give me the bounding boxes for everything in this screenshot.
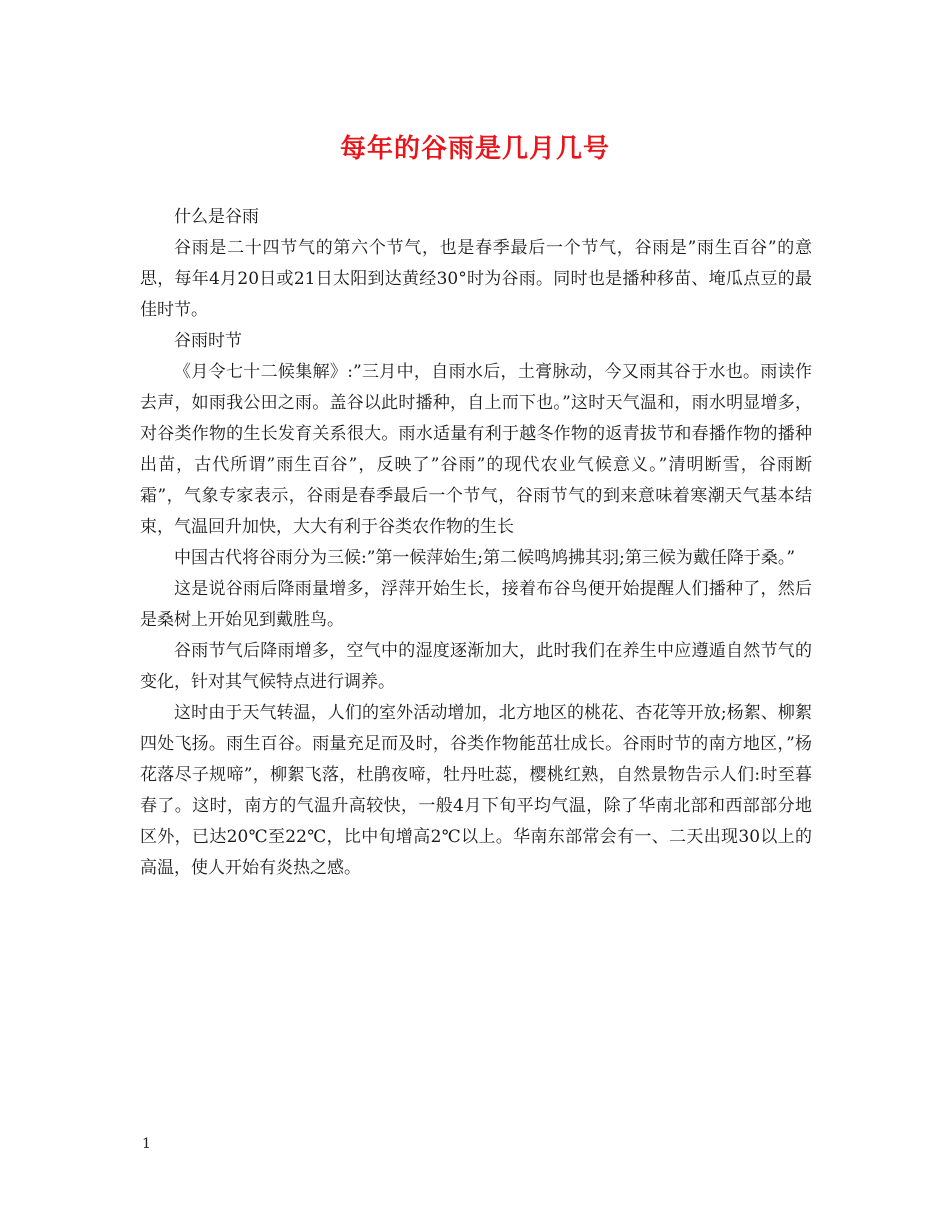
paragraph-weather-south: 这时由于天气转温，人们的室外活动增加，北方地区的桃花、杏花等开放;杨絮、柳絮四处飞扬。雨生百谷。雨量充足而及时，谷类作物能茁壮成长。谷雨时节的南方地区，”杨花落尽子规啼”，柳絮飞落，杜鹃夜啼，牡丹吐蕊，樱桃红熟，自然景物告示人们:时至暮春了。这时，南方的气温升高较快，一般4月下旬平均气温，除了华南北部和西部部分地区外，已达20℃至22℃，比中旬增高2℃以上。华南东部常会有一、二天出现30以上的高温，使人开始有炎热之感。 xyxy=(140,703,812,878)
paragraph-rainfall-increase: 这是说谷雨后降雨量增多，浮萍开始生长，接着布谷鸟便开始提醒人们播种了，然后是桑树上开始见到戴胜鸟。 xyxy=(140,579,812,630)
page-number: 1 xyxy=(142,1136,151,1152)
document-body xyxy=(140,202,812,884)
paragraph-yueling: 《月令七十二候集解》:”三月中，自雨水后，土膏脉动，今又雨其谷于水也。雨读作去声，如雨我公田之雨。盖谷以此时播种，自上而下也。”这时天气温和，雨水明显增多，对谷类作物的生长发育关系很大。雨水适量有利于越冬作物的返青拔节和春播作物的播种出苗，古代所谓”雨生百谷”，反映了”谷雨”的现代农业气候意义。”清明断雪，谷雨断霜”，气象专家表示，谷雨是春季最后一个节气，谷雨节气的到来意味着寒潮天气基本结束，气温回升加快，大大有利于谷类农作物的生长 xyxy=(140,362,812,537)
paragraph-three-phases: 中国古代将谷雨分为三候:”第一候萍始生;第二候鸣鸠拂其羽;第三候为戴任降于桑。” xyxy=(174,548,796,568)
document-title: 每年的谷雨是几月几号 xyxy=(339,134,610,164)
section-heading-guyu-season: 谷雨时节 xyxy=(174,331,242,351)
section-heading-what-is-guyu: 什么是谷雨 xyxy=(174,207,259,227)
paragraph-health-care: 谷雨节气后降雨增多，空气中的湿度逐渐加大，此时我们在养生中应遵遁自然节气的变化，针对其气候特点进行调养。 xyxy=(140,641,812,692)
paragraph-definition: 谷雨是二十四节气的第六个节气，也是春季最后一个节气，谷雨是”雨生百谷”的意思，每年4月20日或21日太阳到达黄经30°时为谷雨。同时也是播种移苗、埯瓜点豆的最佳时节。 xyxy=(140,238,812,320)
